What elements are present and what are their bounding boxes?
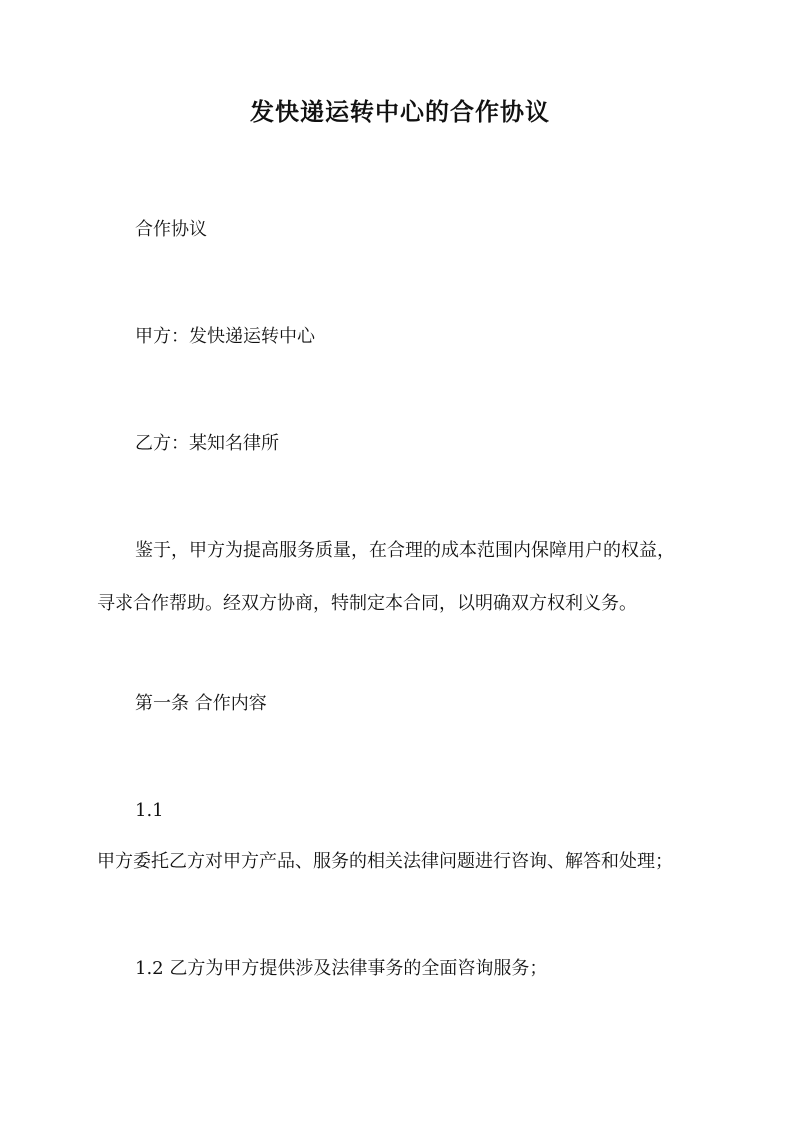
clause-1-2: 1.2 乙方为甲方提供涉及法律事务的全面咨询服务； (135, 958, 548, 979)
preamble-line-1: 鉴于，甲方为提高服务质量，在合理的成本范围内保障用户的权益， (135, 540, 675, 561)
party-b-line: 乙方：某知名律所 (135, 433, 279, 454)
clause-1-1-number: 1.1 (135, 800, 164, 821)
preamble-line-2: 寻求合作帮助。经双方协商，特制定本合同，以明确双方权利义务。 (97, 593, 637, 614)
agreement-heading: 合作协议 (135, 219, 207, 240)
party-a-line: 甲方：发快递运转中心 (135, 326, 315, 347)
document-title: 发快递运转中心的合作协议 (250, 97, 550, 126)
clause-1-1-text: 甲方委托乙方对甲方产品、服务的相关法律问题进行咨询、解答和处理； (97, 851, 673, 872)
article-1-title: 第一条 合作内容 (135, 693, 267, 714)
